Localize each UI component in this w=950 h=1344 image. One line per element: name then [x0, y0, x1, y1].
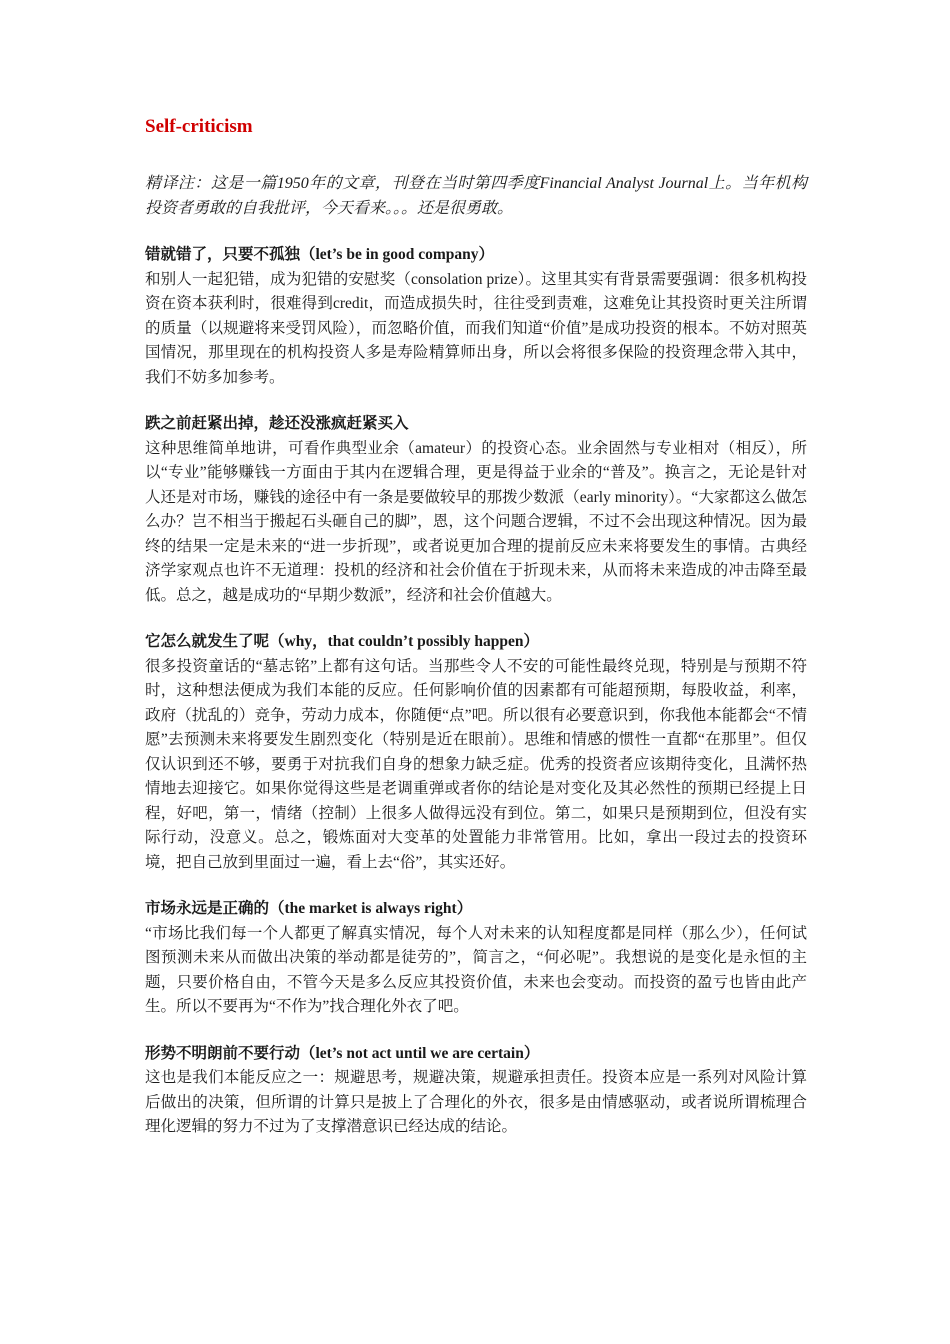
section-body: 很多投资童话的“墓志铭”上都有这句话。当那些令人不安的可能性最终兑现，特别是与预期不符时，这种想法便成为我们本能的反应。任何影响价值的因素都有可能超预期，每股收益，利率，政府（扰乱的）竞争，劳动力成本，你随便“点”吧。所以很有必要意识到，你我他本能都会“不情愿”去预测未来将要发生剧烈变化（特别是近在眼前）。思维和情感的惯性一直都“在那里”。但仅仅认识到还不够，要勇于对抗我们自身的想象力缺乏症。优秀的投资者应该期待变化，且满怀热情地去迎接它。如果你觉得这些是老调重弹或者你的结论是对变化及其必然性的预期已经提上日程，好吧，第一，情绪（控制）上很多人做得远没有到位。第二，如果只是预期到位，但没有实际行动，没意义。总之，锻炼面对大变革的处置能力非常管用。比如，拿出一段过去的投资环境，把自己放到里面过一遍，看上去“俗”，其实还好。	[145, 657, 807, 871]
document-title: Self-criticism	[145, 116, 253, 137]
translator-note: 精译注：这是一篇1950年的文章，刊登在当时第四季度Financial Analyst Journal上。当年机构投资者勇敢的自我批评，今天看来。。。还是很勇敢。	[145, 175, 807, 217]
section-buy-sell-timing	[145, 412, 807, 608]
section-body: 和别人一起犯错，成为犯错的安慰奖（consolation prize）。这里其实有背景需要强调：很多机构投资在资本获利时，很难得到credit，而造成损失时，往往受到责难，这难免让其投资时更关注所谓的质量（以规避将来受罚风险），而忽略价值，而我们知道“价值”是成功投资的根本。不妨对照英国情况，那里现在的机构投资人多是寿险精算师出身，所以会将很多保险的投资理念带入其中，我们不妨多加参考。	[145, 270, 807, 386]
section-act-when-certain	[145, 1042, 807, 1140]
section-body: “市场比我们每一个人都更了解真实情况，每个人对未来的认知程度都是同样（那么少），任何试图预测未来从而做出决策的举动都是徒劳的”，简言之，“何必呢”。我想说的是变化是永恒的主题，只要价格自由，不管今天是多么反应其投资价值，未来也会变动。而投资的盈亏也皆由此产生。所以不要再为“不作为”找合理化外衣了吧。	[145, 924, 807, 1015]
document-page	[145, 112, 807, 1162]
section-heading: 错就错了，只要不孤独（let’s be in good company）	[145, 246, 495, 263]
section-good-company	[145, 243, 807, 390]
section-market-always-right	[145, 897, 807, 1020]
section-heading: 市场永远是正确的（the market is always right）	[145, 900, 473, 917]
section-heading: 跌之前赶紧出掉，趁还没涨疯赶紧买入	[145, 415, 409, 432]
section-body: 这种思维简单地讲，可看作典型业余（amateur）的投资心态。业余固然与专业相对（相反），所以“专业”能够赚钱一方面由于其内在逻辑合理，更是得益于业余的“普及”。换言之，无论是针对人还是对市场，赚钱的途径中有一条是要做较早的那拨少数派（early minority）。“大家都这么做怎么办？岂不相当于搬起石头砸自己的脚”，恩，这个问题合逻辑，不过不会出现这种情况。因为最终的结果一定是未来的“进一步折现”，或者说更加合理的提前反应未来将要发生的事情。古典经济学家观点也许不无道理：投机的经济和社会价值在于折现未来，从而将未来造成的冲击降至最低。总之，越是成功的“早期少数派”，经济和社会价值越大。	[145, 439, 807, 604]
section-body: 这也是我们本能反应之一：规避思考，规避决策，规避承担责任。投资本应是一系列对风险计算后做出的决策，但所谓的计算只是披上了合理化的外衣，很多是由情感驱动，或者说所谓梳理合理化逻辑的努力不过为了支撑潜意识已经达成的结论。	[145, 1069, 807, 1135]
section-heading: 形势不明朗前不要行动（let’s not act until we are certain）	[145, 1044, 540, 1062]
section-heading: 它怎么就发生了呢（why，that couldn’t possibly happen）	[145, 633, 540, 650]
section-could-not-happen	[145, 630, 807, 875]
